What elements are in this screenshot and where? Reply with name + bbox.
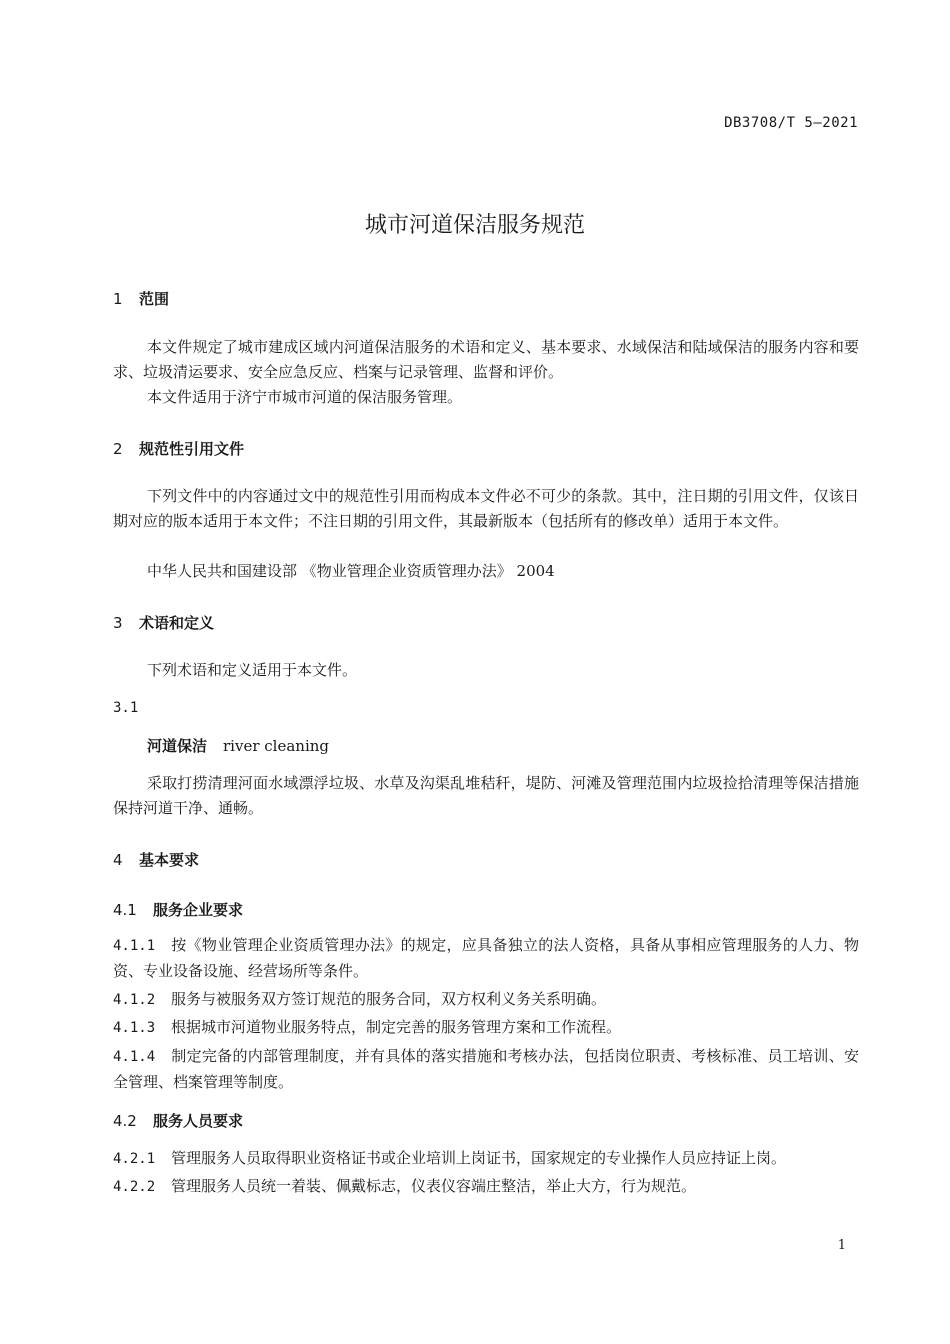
clause-number: 4.1.4: [113, 1049, 156, 1065]
section-title: 术语和定义: [139, 614, 215, 632]
clause-number: 4.2.1: [113, 1151, 156, 1167]
clause-text: 根据城市河道物业服务特点，制定完善的服务管理方案和工作流程。: [171, 1018, 622, 1036]
clause-number: 4.2.2: [113, 1179, 156, 1195]
term-definition: 采取打捞清理河面水域漂浮垃圾、水草及沟渠乱堆秸秆，堤防、河滩及管理范围内垃圾捡拾清理等保洁措施保持河道干净、通畅。: [113, 774, 859, 817]
page-number: 1: [837, 1238, 846, 1253]
term-english: river cleaning: [223, 737, 330, 755]
clause-4-1-2: [113, 987, 859, 1013]
section-title: 基本要求: [139, 851, 200, 869]
clause-number: 4.1.1: [113, 938, 156, 954]
section-number: 3: [113, 614, 123, 632]
term-entry: [147, 735, 329, 756]
subsection-title: 服务企业要求: [153, 901, 244, 919]
clause-number: 4.1.2: [113, 992, 156, 1008]
clause-4-1-3: [113, 1015, 859, 1041]
paragraph: 本文件规定了城市建成区域内河道保洁服务的术语和定义、基本要求、水域保洁和陆域保洁的服务内容和要求、垃圾清运要求、安全应急反应、档案与记录管理、监督和评价。: [113, 338, 859, 381]
document-title: 城市河道保洁服务规范: [364, 213, 585, 238]
subsection-4-2-heading: [113, 1110, 243, 1131]
section-2-heading: [113, 438, 244, 459]
section-number: 1: [113, 290, 123, 308]
clause-text: 按《物业管理企业资质管理办法》的规定，应具备独立的法人资格，具备从事相应管理服务的人力、物资、专业设备设施、经营场所等条件。: [113, 936, 859, 980]
section-title: 范围: [139, 290, 170, 308]
subsection-number: 4.1: [113, 901, 137, 919]
subsection-4-1-heading: [113, 899, 243, 920]
section-number: 2: [113, 440, 123, 458]
paragraph: 下列术语和定义适用于本文件。: [147, 661, 358, 679]
clause-4-2-1: [113, 1146, 859, 1172]
section-1-heading: [113, 288, 169, 309]
paragraph: 本文件适用于济宁市城市河道的保洁服务管理。: [147, 388, 463, 406]
clause-4-1-4: [113, 1044, 859, 1095]
clause-number: 4.1.3: [113, 1020, 156, 1036]
term-chinese: 河道保洁: [147, 737, 208, 755]
clause-4-1-1: [113, 933, 859, 984]
reference-entry: 中华人民共和国建设部 《物业管理企业资质管理办法》 2004: [147, 562, 555, 580]
document-id: DB3708/T 5—2021: [724, 115, 858, 131]
clause-text: 管理服务人员取得职业资格证书或企业培训上岗证书，国家规定的专业操作人员应持证上岗。: [171, 1149, 787, 1167]
section-title: 规范性引用文件: [139, 440, 245, 458]
clause-4-2-2: [113, 1174, 859, 1200]
term-number: 3.1: [113, 700, 139, 716]
section-number: 4: [113, 851, 123, 869]
clause-text: 管理服务人员统一着装、佩戴标志，仪表仪容端庄整洁，举止大方，行为规范。: [171, 1177, 697, 1195]
clause-text: 制定完备的内部管理制度，并有具体的落实措施和考核办法，包括岗位职责、考核标准、员工培训、安全管理、档案管理等制度。: [113, 1047, 859, 1091]
section-4-heading: [113, 849, 199, 870]
section-3-heading: [113, 612, 214, 633]
subsection-title: 服务人员要求: [153, 1112, 244, 1130]
subsection-number: 4.2: [113, 1112, 137, 1130]
clause-text: 服务与被服务双方签订规范的服务合同，双方权利义务关系明确。: [171, 990, 607, 1008]
paragraph: 下列文件中的内容通过文中的规范性引用而构成本文件必不可少的条款。其中，注日期的引用文件，仅该日期对应的版本适用于本文件；不注日期的引用文件，其最新版本（包括所有的修改单）适用于本文件。: [113, 487, 859, 530]
